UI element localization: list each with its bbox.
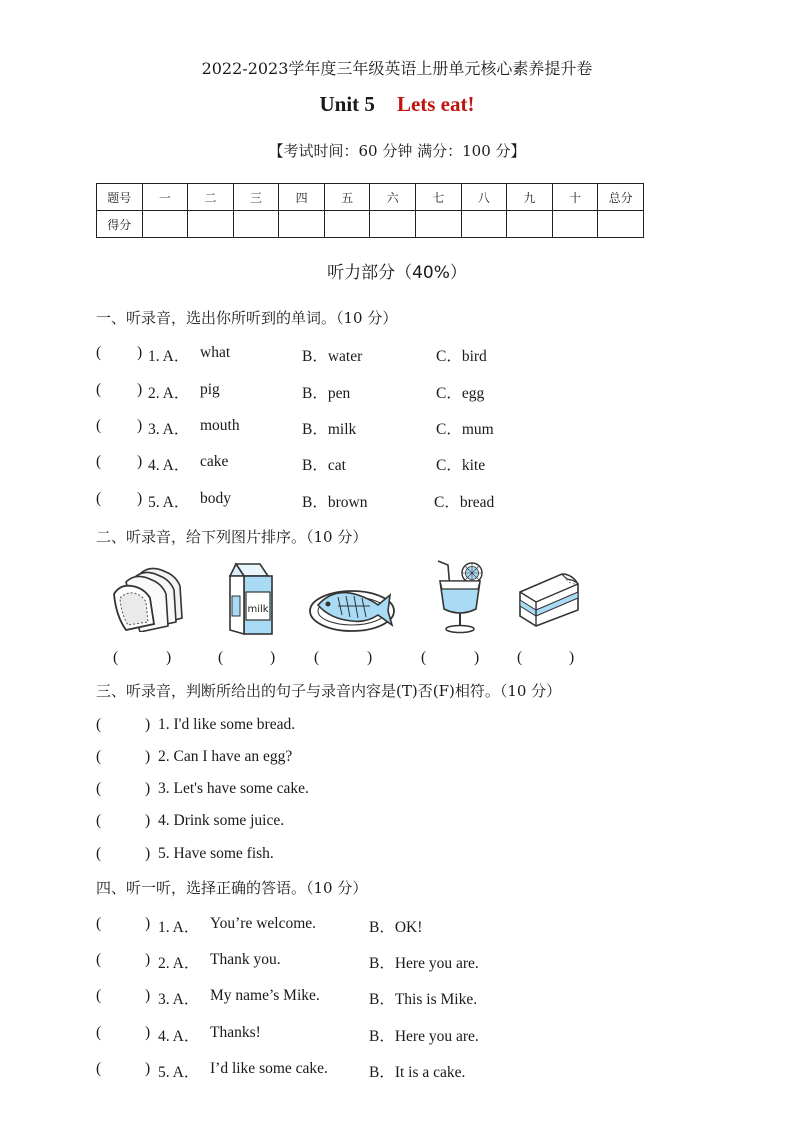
option-a: body bbox=[200, 490, 231, 507]
answer-paren-open: ( bbox=[218, 649, 224, 666]
listening-part-title: 听力部分（40%） bbox=[327, 263, 467, 283]
score-header-cell: 七 bbox=[416, 184, 462, 211]
option-c: C．egg bbox=[436, 385, 485, 402]
score-cell[interactable] bbox=[507, 211, 553, 238]
answer-paren-close: ) bbox=[137, 453, 143, 470]
answer-paren-close: ) bbox=[367, 649, 373, 666]
cake-slice-icon bbox=[516, 570, 582, 630]
item-number: 4. A． bbox=[148, 457, 190, 474]
sentence: 3. Let's have some cake. bbox=[158, 780, 309, 797]
score-cell[interactable] bbox=[279, 211, 325, 238]
item-number: 1. A． bbox=[148, 348, 190, 365]
option-b: B．brown bbox=[302, 494, 368, 511]
sentence: 1. I'd like some bread. bbox=[158, 716, 296, 733]
answer-paren-open: ( bbox=[96, 812, 102, 829]
answer-paren-open: ( bbox=[96, 915, 102, 932]
answer-paren-close: ) bbox=[145, 1024, 151, 1041]
score-header-cell: 总分 bbox=[598, 184, 644, 211]
answer-paren-close: ) bbox=[145, 780, 151, 797]
score-cell[interactable] bbox=[598, 211, 644, 238]
score-cell[interactable] bbox=[324, 211, 370, 238]
answer-paren-open: ( bbox=[96, 987, 102, 1004]
score-row-label: 得分 bbox=[97, 211, 143, 238]
score-header-cell: 三 bbox=[233, 184, 279, 211]
score-table-header-row bbox=[97, 184, 644, 211]
score-table-score-row bbox=[97, 211, 644, 238]
score-header-cell: 一 bbox=[142, 184, 188, 211]
unit-heading bbox=[0, 92, 794, 117]
option-c: C．mum bbox=[436, 421, 494, 438]
score-cell[interactable] bbox=[416, 211, 462, 238]
juice-glass-icon bbox=[432, 559, 488, 635]
option-b: B．milk bbox=[302, 421, 357, 438]
answer-paren-open: ( bbox=[96, 453, 102, 470]
answer-paren-close: ) bbox=[137, 381, 143, 398]
option-a: what bbox=[200, 344, 231, 361]
svg-text:milk: milk bbox=[247, 604, 269, 615]
bread-icon bbox=[110, 566, 196, 632]
score-header-cell: 十 bbox=[552, 184, 598, 211]
option-b: B．cat bbox=[302, 457, 346, 474]
exam-title: 2022-2023学年度三年级英语上册单元核心素养提升卷 bbox=[201, 59, 593, 78]
option-b: B．Here you are. bbox=[369, 955, 479, 972]
score-cell[interactable] bbox=[370, 211, 416, 238]
item-number: 5. A． bbox=[148, 494, 190, 511]
answer-paren-open: ( bbox=[96, 417, 102, 434]
answer-paren-close: ) bbox=[270, 649, 276, 666]
answer-paren-open: ( bbox=[96, 951, 102, 968]
item-number: 5. A． bbox=[158, 1064, 200, 1081]
answer-paren-close: ) bbox=[145, 748, 151, 765]
item-number: 2. A． bbox=[158, 955, 200, 972]
answer-paren-open: ( bbox=[113, 649, 119, 666]
sentence: 5. Have some fish. bbox=[158, 845, 274, 862]
item-number: 4. A． bbox=[158, 1028, 200, 1045]
option-c: C．kite bbox=[436, 457, 486, 474]
option-b: B．Here you are. bbox=[369, 1028, 479, 1045]
sentence: 4. Drink some juice. bbox=[158, 812, 285, 829]
section1-title: 一、听录音，选出你所听到的单词。（10 分） bbox=[96, 309, 398, 327]
answer-paren-open: ( bbox=[96, 490, 102, 507]
option-a: cake bbox=[200, 453, 229, 470]
answer-paren-close: ) bbox=[569, 649, 575, 666]
option-b: B．OK! bbox=[369, 919, 423, 936]
score-cell[interactable] bbox=[233, 211, 279, 238]
answer-paren-open: ( bbox=[314, 649, 320, 666]
answer-paren-close: ) bbox=[137, 417, 143, 434]
option-a: My name’s Mike. bbox=[210, 987, 320, 1004]
answer-paren-close: ) bbox=[166, 649, 172, 666]
score-header-cell: 四 bbox=[279, 184, 325, 211]
option-b: B．water bbox=[302, 348, 363, 365]
score-header-cell: 题号 bbox=[97, 184, 143, 211]
option-b: B．This is Mike. bbox=[369, 991, 478, 1008]
score-header-cell: 二 bbox=[188, 184, 234, 211]
answer-paren-close: ) bbox=[145, 951, 151, 968]
answer-paren-open: ( bbox=[517, 649, 523, 666]
answer-paren-close: ) bbox=[145, 716, 151, 733]
answer-paren-close: ) bbox=[137, 344, 143, 361]
answer-paren-open: ( bbox=[96, 1024, 102, 1041]
answer-paren-open: ( bbox=[96, 716, 102, 733]
answer-paren-open: ( bbox=[96, 344, 102, 361]
score-cell[interactable] bbox=[461, 211, 507, 238]
option-a: Thanks! bbox=[210, 1024, 261, 1041]
section3-title: 三、听录音，判断所给出的句子与录音内容是(T)否(F)相符。（10 分） bbox=[96, 682, 562, 700]
option-c: C．bread bbox=[434, 494, 495, 511]
score-header-cell: 九 bbox=[507, 184, 553, 211]
score-header-cell: 六 bbox=[370, 184, 416, 211]
answer-paren-open: ( bbox=[96, 845, 102, 862]
item-number: 2. A． bbox=[148, 385, 190, 402]
score-cell[interactable] bbox=[552, 211, 598, 238]
exam-info: 【考试时间：60 分钟 满分：100 分】 bbox=[268, 142, 526, 160]
answer-paren-close: ) bbox=[145, 987, 151, 1004]
answer-paren-close: ) bbox=[145, 915, 151, 932]
score-cell[interactable] bbox=[188, 211, 234, 238]
section2-title: 二、听录音，给下列图片排序。（10 分） bbox=[96, 528, 368, 546]
option-a: You’re welcome. bbox=[210, 915, 317, 932]
option-a: Thank you. bbox=[210, 951, 281, 968]
unit-label: Unit 5 bbox=[319, 92, 375, 116]
milk-carton-icon bbox=[226, 560, 278, 636]
section4-title: 四、听一听，选择正确的答语。（10 分） bbox=[96, 879, 368, 897]
score-header-cell: 八 bbox=[461, 184, 507, 211]
option-a: pig bbox=[200, 381, 220, 398]
score-header-cell: 五 bbox=[324, 184, 370, 211]
sentence: 2. Can I have an egg? bbox=[158, 748, 293, 765]
answer-paren-close: ) bbox=[145, 812, 151, 829]
unit-name: Lets eat! bbox=[396, 92, 475, 116]
option-a: mouth bbox=[200, 417, 240, 434]
answer-paren-close: ) bbox=[474, 649, 480, 666]
item-number: 1. A． bbox=[158, 919, 200, 936]
answer-paren-open: ( bbox=[421, 649, 427, 666]
option-b: B．pen bbox=[302, 385, 351, 402]
fish-plate-icon bbox=[308, 575, 396, 635]
score-cell[interactable] bbox=[142, 211, 188, 238]
option-b: B．It is a cake. bbox=[369, 1064, 466, 1081]
answer-paren-open: ( bbox=[96, 780, 102, 797]
option-a: I’d like some cake. bbox=[210, 1060, 328, 1077]
answer-paren-close: ) bbox=[145, 1060, 151, 1077]
score-table bbox=[96, 183, 644, 238]
option-c: C．bird bbox=[436, 348, 487, 365]
answer-paren-close: ) bbox=[145, 845, 151, 862]
answer-paren-open: ( bbox=[96, 748, 102, 765]
answer-paren-open: ( bbox=[96, 381, 102, 398]
answer-paren-close: ) bbox=[137, 490, 143, 507]
item-number: 3. A． bbox=[148, 421, 190, 438]
item-number: 3. A． bbox=[158, 991, 200, 1008]
answer-paren-open: ( bbox=[96, 1060, 102, 1077]
